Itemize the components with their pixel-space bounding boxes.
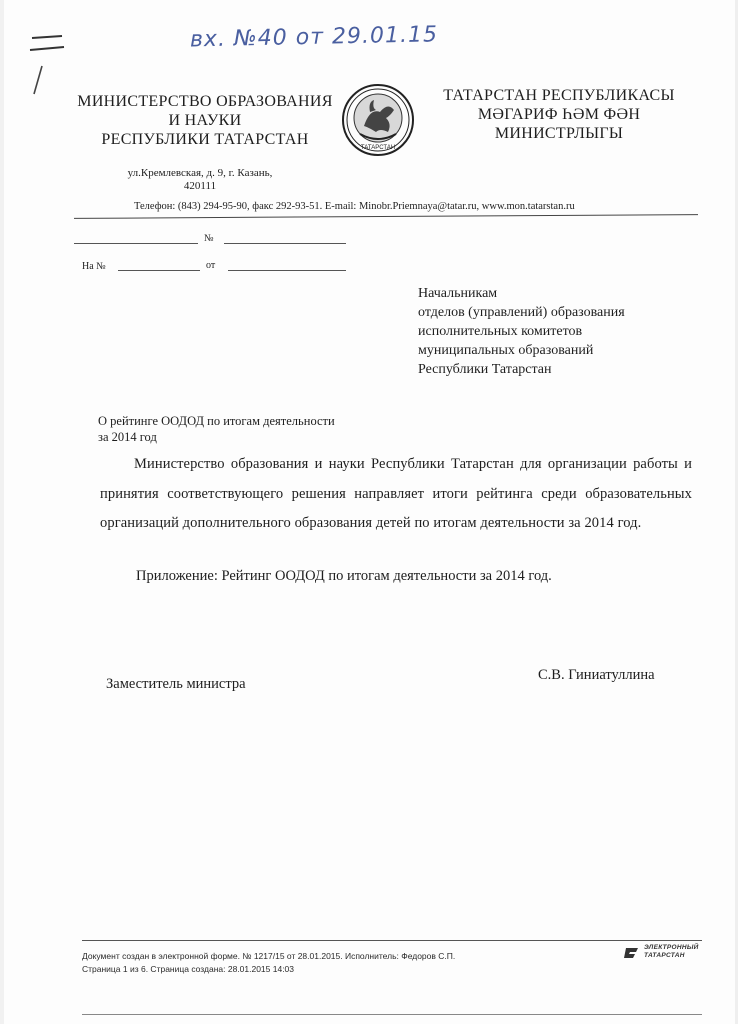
signatory-title: Заместитель министра bbox=[106, 676, 246, 692]
scan-edge bbox=[0, 0, 4, 1024]
signatory-name: С.В. Гиниатуллина bbox=[538, 667, 655, 683]
address-postcode: 420111 bbox=[183, 180, 217, 192]
subject-line: за 2014 год bbox=[98, 430, 157, 444]
outgoing-number-line bbox=[224, 243, 346, 244]
footer-document-line: Документ создан в электронной форме. № 1217/15 от 28.01.2015. Исполнитель: Федоров С.П. bbox=[82, 951, 456, 961]
tatarstan-emblem-icon bbox=[340, 82, 416, 158]
reference-label: На № bbox=[82, 261, 106, 272]
addressee-line: Начальникам bbox=[418, 286, 498, 301]
reference-date-line bbox=[228, 270, 346, 271]
ministry-name-ru bbox=[60, 92, 350, 149]
ministry-tt-line: МӘГАРИФ ҺӘМ ФӘН bbox=[477, 106, 641, 123]
electronic-tatarstan-logo bbox=[624, 942, 704, 964]
logo-caption-line: ТАТАРСТАН bbox=[644, 952, 685, 959]
ministry-ru-line: И НАУКИ bbox=[168, 112, 242, 129]
letter-subject bbox=[98, 413, 398, 445]
addressee-line: муниципальных образований bbox=[418, 343, 594, 358]
letter-body: Министерство образования и науки Республики Татарстан для организации работы и принятия соответствующего решения направляет итоги рейтинга среди образовательных организаций дополнительного образования детей по итогам деятельности за 2014 год. bbox=[100, 456, 692, 531]
subject-line: О рейтинге ООДОД по итогам деятельности bbox=[98, 414, 335, 428]
outgoing-date-line bbox=[74, 243, 198, 244]
address-street: ул.Кремлевская, д. 9, г. Казань, bbox=[127, 167, 273, 179]
footer-page-line: Страница 1 из 6. Страница создана: 28.01.2015 14:03 bbox=[82, 964, 295, 974]
handwritten-marks bbox=[26, 32, 76, 98]
addressee-block bbox=[418, 284, 698, 379]
electronic-tatarstan-icon bbox=[624, 944, 642, 962]
reference-from-label: от bbox=[206, 260, 216, 271]
footer-divider bbox=[82, 940, 702, 941]
outgoing-number-label: № bbox=[204, 233, 214, 244]
footer-info bbox=[82, 950, 552, 976]
header-divider bbox=[74, 214, 698, 219]
logo-caption bbox=[644, 944, 706, 960]
letter-attachment: Приложение: Рейтинг ООДОД по итогам деятельности за 2014 год. bbox=[136, 568, 552, 584]
ministry-ru-line: МИНИСТЕРСТВО ОБРАЗОВАНИЯ bbox=[77, 93, 333, 110]
emblem-caption: ТАТАРСТАН bbox=[360, 145, 396, 151]
addressee-line: Республики Татарстан bbox=[418, 362, 552, 377]
addressee-line: отделов (управлений) образования bbox=[418, 305, 625, 320]
page-bottom-line bbox=[82, 1014, 702, 1015]
ministry-ru-line: РЕСПУБЛИКИ ТАТАРСТАН bbox=[101, 131, 309, 148]
ministry-name-tt bbox=[424, 86, 694, 143]
ministry-tt-line: МИНИСТРЛЫГЫ bbox=[494, 125, 624, 142]
ministry-contacts: Телефон: (843) 294-95-90, факс 292-93-51. E-mail: Minobr.Priemnaya@tatar.ru, www.mon.tatarstan.ru bbox=[134, 201, 575, 212]
ministry-tt-line: ТАТАРСТАН РЕСПУБЛИКАСЫ bbox=[443, 87, 675, 104]
addressee-line: исполнительных комитетов bbox=[418, 324, 583, 339]
logo-caption-line: ЭЛЕКТРОННЫЙ bbox=[644, 944, 699, 951]
reference-number-line bbox=[118, 270, 200, 271]
ministry-address bbox=[100, 167, 300, 193]
handwritten-registration-note: вх. №40 от 29.01.15 bbox=[189, 22, 439, 53]
